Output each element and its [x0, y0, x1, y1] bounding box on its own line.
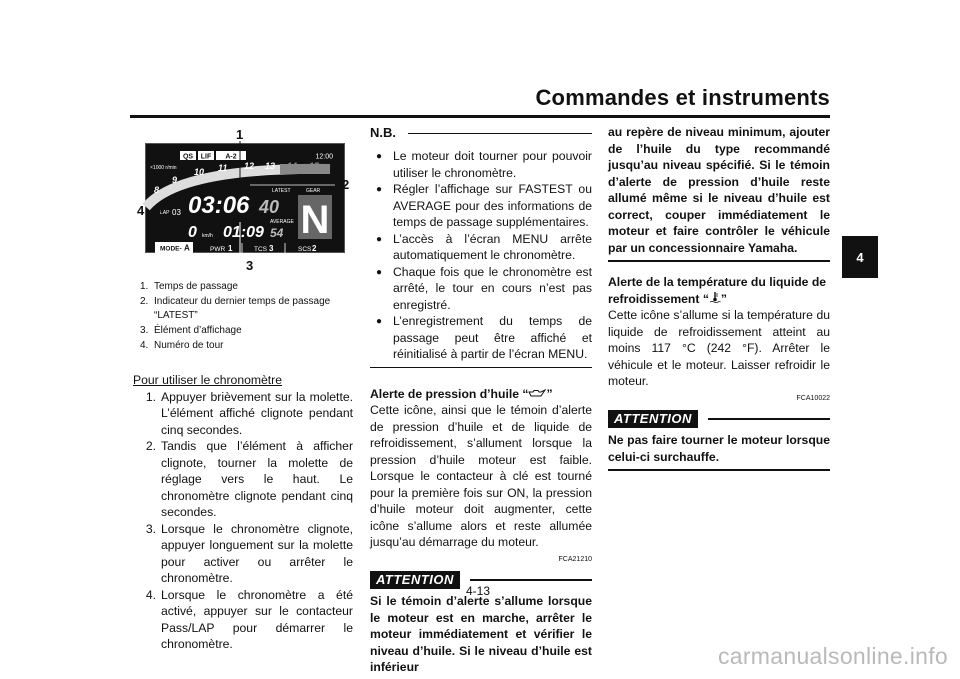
average-label: AVERAGE [270, 219, 294, 225]
attention-badge: ATTENTION [608, 410, 698, 429]
bullet-icon: ● [376, 266, 383, 278]
section-heading: Pour utiliser le chronomètre [133, 373, 283, 387]
caption-item: 4. Numéro de tour [140, 340, 224, 351]
coolant-temperature-icon [709, 291, 721, 303]
callout-4: 4 [137, 203, 145, 218]
mode-label: MODE- [160, 245, 182, 253]
list-item: ● Régler l’affichage sur FASTEST ou AVERAGE pour des informations de temps de passage supplémentaires. [376, 182, 592, 229]
oil-body: Cette icône, ainsi que le témoin d’alerte de pression d’huile et de liquide de refroidissement, s’allument lorsque la pression d’huile moteur est faible. Lorsque le contacteur à clé est tourné pour la première fois sur ON, la pression d’huile moteur doit augmenter, cette icône s’allume alors et reste allumée jusqu’au démarrage du moteur. [370, 403, 592, 549]
title-rule [130, 115, 830, 118]
mode-value: A [184, 243, 190, 253]
page-title: Commandes et instruments [535, 85, 830, 110]
attention-text: Si le témoin d’alerte s’allume lorsque le moteur est en marche, arrêter le moteur immédiatement et vérifier le niveau d’huile. Si le niveau d’huile est inférieur [370, 594, 592, 674]
pwr-value: 1 [228, 244, 233, 253]
list-item: ● L’accès à l’écran MENU arrête automatiquement le chronomètre. [376, 231, 592, 262]
right-column [608, 124, 830, 471]
list-item: ● L’enregistrement du temps de passage peut être affiché et réinitialisé à partir de l’écran MENU. [376, 314, 592, 361]
figure-captions [140, 280, 355, 353]
rpm-tick: 12 [244, 161, 255, 171]
divider [608, 469, 830, 471]
rpm-tick: 13 [265, 161, 276, 171]
callout-1: 1 [236, 127, 244, 142]
scs-value: 2 [312, 244, 317, 253]
coolant-heading: Alerte de la température du liquide de refroidissement “ ” [608, 275, 827, 306]
lap-time-decimal: 40 [259, 197, 280, 217]
speed-unit: km/h [202, 233, 213, 239]
watermark: carmanualsonline.info [717, 643, 948, 669]
rpm-unit: ×1000 r/min [150, 165, 177, 171]
lap-number: 03 [172, 208, 181, 217]
list-item: ● Le moteur doit tourner pour pouvoir utiliser le chronomètre. [376, 149, 592, 180]
tcs-value: 3 [269, 244, 274, 253]
rpm-tick: 15 [309, 161, 320, 171]
mode-indicator: LIF [200, 153, 212, 161]
tcs-label: TCS [254, 246, 267, 253]
mode-indicator: A-2 [225, 153, 237, 161]
oil-heading: Alerte de pression d’huile “ ” [370, 386, 553, 401]
list-item: 2. Tandis que l’élément à afficher clignote, tourner la molette de réglage vers le haut. Le chronomètre clignote pendant cinq secondes. [145, 439, 353, 519]
scs-label: SCS [298, 246, 312, 253]
lap-time: 03:06 [188, 192, 250, 219]
rpm-tick: 9 [172, 175, 178, 185]
list-item: 1. Appuyer brièvement sur la molette. L’élément affiché clignote pendant cinq secondes. [145, 389, 353, 437]
callout-3: 3 [246, 258, 254, 273]
caption-item: 2. Indicateur du dernier temps de passage “LATEST” [140, 296, 331, 321]
page-number: 4-13 [466, 584, 491, 598]
chapter-tab: 4 [842, 236, 878, 278]
doc-code: FCA21210 [558, 555, 592, 563]
latest-indicator: LATEST [272, 188, 291, 194]
bullet-icon: ● [376, 184, 383, 195]
average-time: 01:09 [223, 224, 264, 241]
chrono-section [133, 372, 353, 653]
nb-list [370, 148, 592, 363]
mode-indicator: QS [182, 153, 194, 161]
gear-indicator: N [300, 198, 330, 242]
list-item: 3. Lorsque le chronomètre clignote, appuyer longuement sur la molette pour activer ou arrêter le chronomètre. [145, 521, 353, 585]
caption-item: 3. Élément d’affichage [140, 325, 242, 336]
dashboard-figure [120, 127, 360, 277]
rpm-tick: 11 [218, 163, 228, 173]
rpm-tick: 10 [194, 167, 205, 177]
pwr-label: PWR [210, 246, 226, 253]
doc-code: FCA10022 [796, 394, 830, 402]
divider [608, 260, 830, 262]
average-decimal: 54 [270, 226, 284, 240]
attention-text: au repère de niveau minimum, ajouter de l’huile du type recommandé jusqu’au niveau spécifié. Si le témoin d’alerte de pression d’huile reste allumé même si le niveau d’huile est correct, couper immédiatement le moteur et faire contrôler le véhicule par un concessionnaire Yamaha. [608, 125, 830, 255]
bullet-icon: ● [376, 151, 383, 162]
attention-banner [608, 410, 830, 429]
divider [370, 367, 592, 368]
clock: 12:00 [315, 153, 333, 161]
list-item: ● Chaque fois que le chronomètre est arrêté, le tour en cours n’est pas enregistré. [376, 264, 592, 312]
bullet-icon: ● [376, 233, 383, 245]
speed-value: 0 [188, 224, 197, 241]
lap-label: LAP [160, 210, 170, 216]
attention-text: Ne pas faire tourner le moteur lorsque celui-ci surchauffe. [608, 433, 830, 464]
rpm-tick: 14 [287, 161, 298, 171]
bullet-icon: ● [376, 316, 383, 327]
coolant-body: Cette icône s’allume si la température du liquide de refroidissement atteint au moins 117 °C (242 °F). Arrêter le véhicule et le moteur. Laisser refroidir le moteur. [608, 308, 830, 388]
nb-heading: N.B. [370, 124, 592, 142]
list-item: 4. Lorsque le chronomètre a été activé, appuyer sur le contacteur Pass/LAP pour démarrer le chronomètre. [145, 587, 353, 651]
oil-can-icon [528, 389, 546, 398]
gear-label: GEAR [306, 188, 321, 194]
attention-badge: ATTENTION [370, 571, 460, 590]
callout-2: 2 [342, 177, 350, 192]
caption-item: 1. Temps de passage [140, 281, 238, 292]
rpm-tick: 8 [154, 185, 160, 195]
